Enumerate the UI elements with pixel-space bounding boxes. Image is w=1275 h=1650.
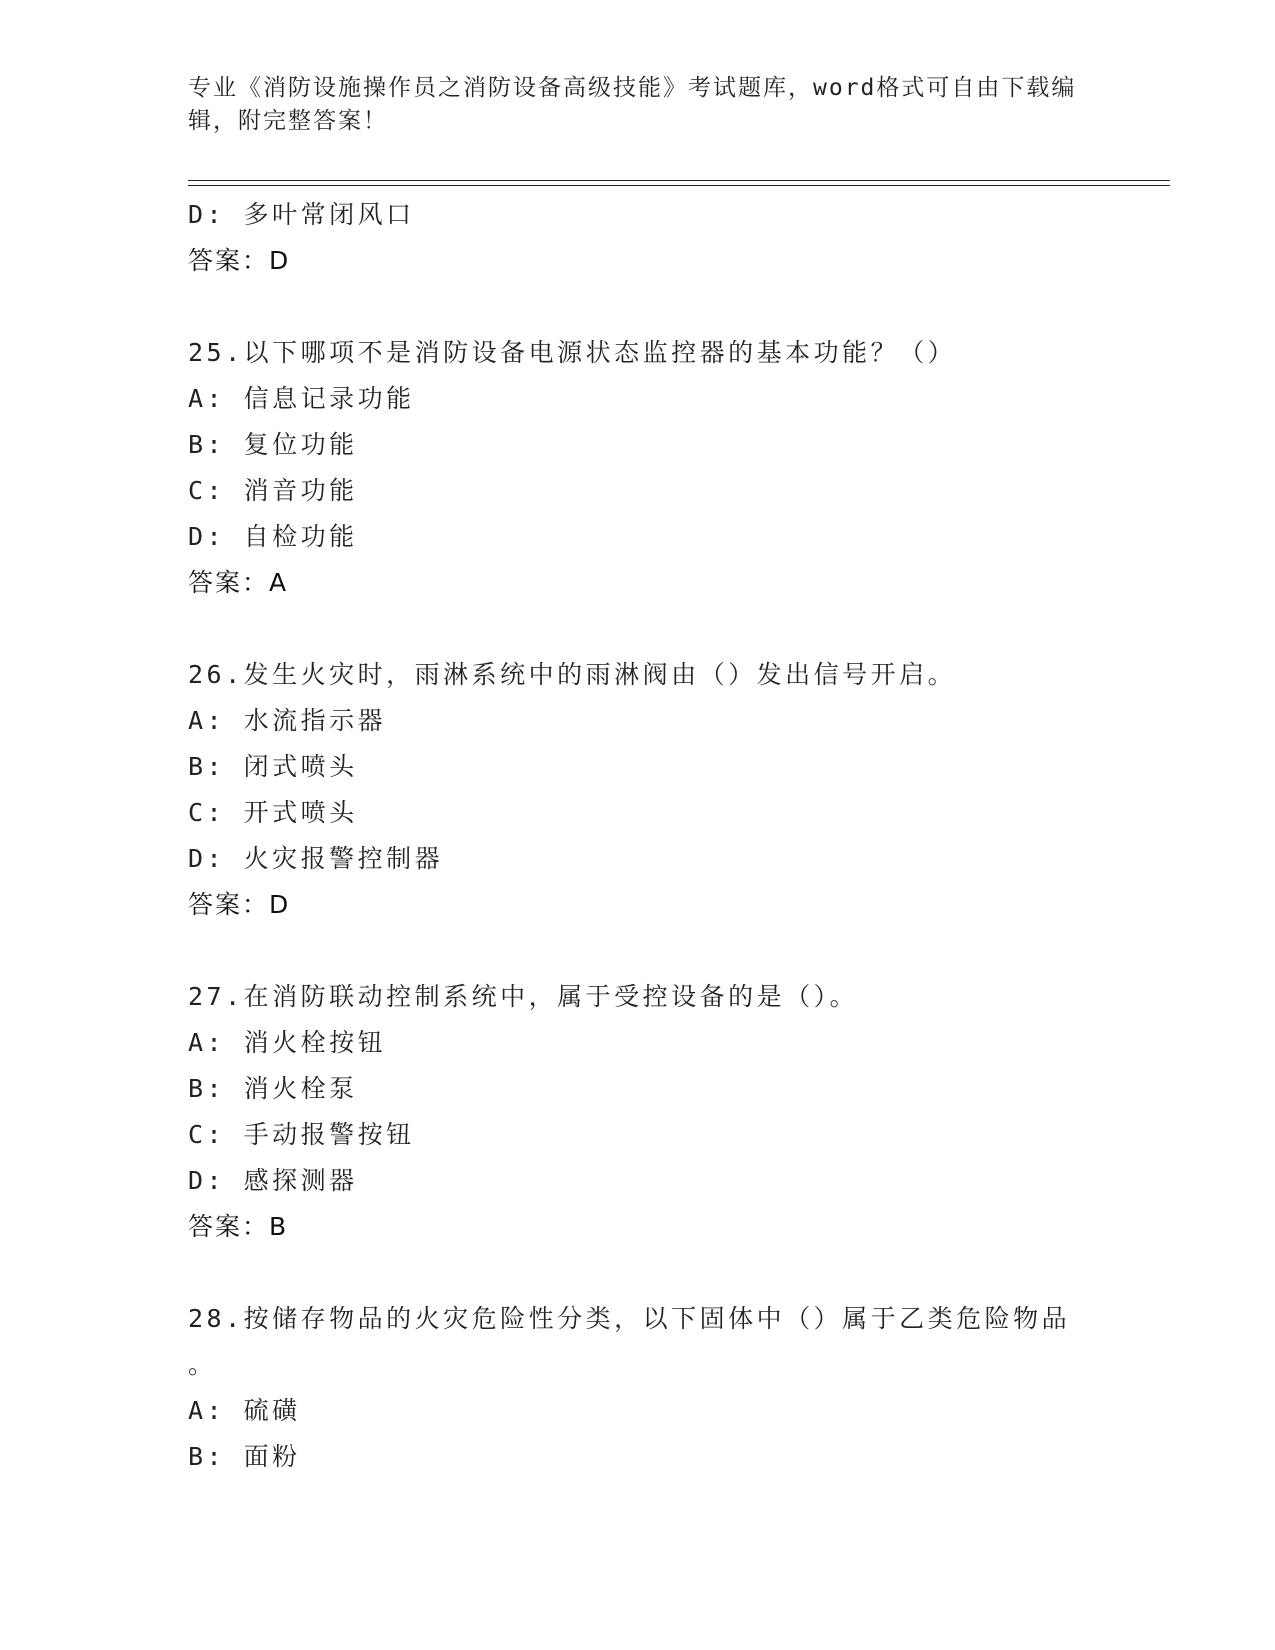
question-stem-28: 28.按储存物品的火灾危险性分类，以下固体中（）属于乙类危险物品 — [188, 1304, 1071, 1333]
answer-line: 答案：B — [188, 1212, 289, 1241]
answer-line: 答案：A — [188, 568, 289, 597]
option-d: D: 自检功能 — [188, 522, 358, 551]
spacer — [188, 606, 1148, 652]
option-b: B: 面粉 — [188, 1442, 301, 1471]
question-list — [188, 192, 1148, 1480]
answer-line: 答案：D — [188, 246, 291, 275]
option-b: B: 闭式喷头 — [188, 752, 358, 781]
option-d: D: 感探测器 — [188, 1166, 358, 1195]
option-d: D: 火灾报警控制器 — [188, 844, 444, 873]
document-header: 专业《消防设施操作员之消防设备高级技能》考试题库，word格式可自由下载编辑，附完整答案！ — [188, 75, 1077, 134]
option-b: B: 复位功能 — [188, 430, 358, 459]
option-c: C: 开式喷头 — [188, 798, 358, 827]
question-stem-26: 26.发生火灾时，雨淋系统中的雨淋阀由（）发出信号开启。 — [188, 660, 957, 689]
option-d: D: 多叶常闭风口 — [188, 200, 415, 229]
question-stem-27: 27.在消防联动控制系统中，属于受控设备的是（）。 — [188, 982, 859, 1011]
header-divider-top — [188, 180, 1170, 181]
option-c: C: 手动报警按钮 — [188, 1120, 415, 1149]
option-a: A: 消火栓按钮 — [188, 1028, 387, 1057]
question-stem-28-continuation: 。 — [188, 1350, 217, 1379]
option-c: C: 消音功能 — [188, 476, 358, 505]
option-a: A: 硫磺 — [188, 1396, 301, 1425]
question-stem-25: 25.以下哪项不是消防设备电源状态监控器的基本功能？（） — [188, 338, 957, 367]
spacer — [188, 1250, 1148, 1296]
spacer — [188, 928, 1148, 974]
option-a: A: 信息记录功能 — [188, 384, 415, 413]
option-a: A: 水流指示器 — [188, 706, 387, 735]
spacer — [188, 284, 1148, 330]
answer-line: 答案：D — [188, 890, 291, 919]
option-b: B: 消火栓泵 — [188, 1074, 358, 1103]
header-divider-bottom — [188, 185, 1170, 186]
